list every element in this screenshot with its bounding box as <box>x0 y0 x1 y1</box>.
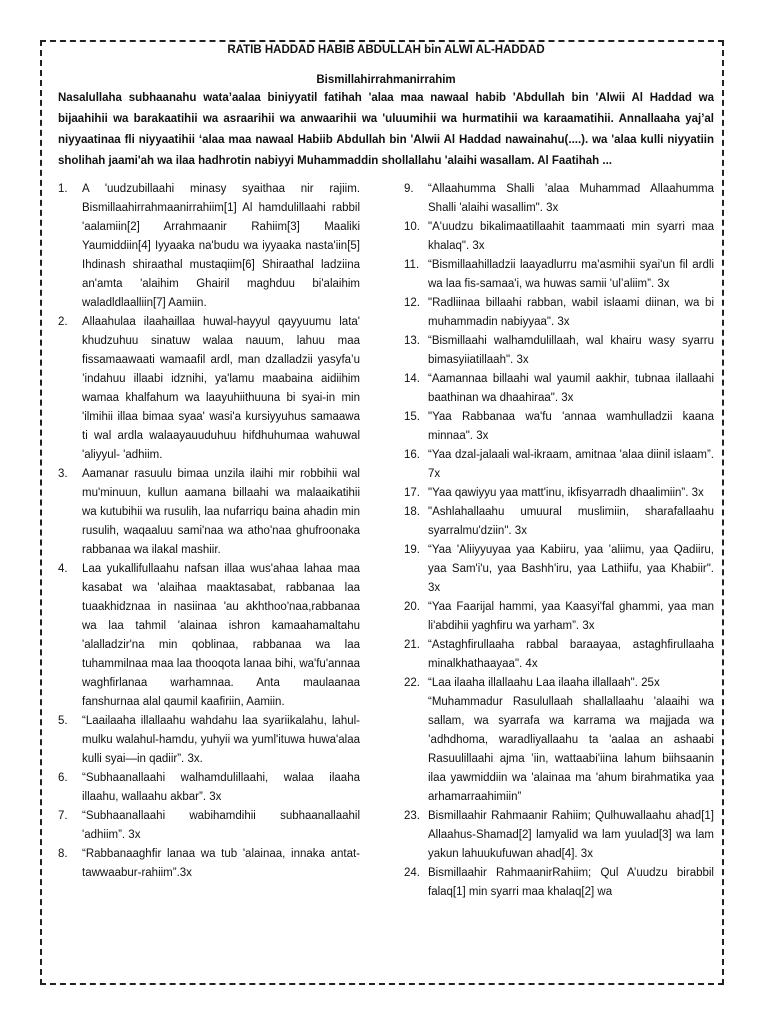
item-text: "Ashlahallaahu umuural muslimiin, sharafallaahu syarralmu'dziin". 3x <box>428 506 714 537</box>
item-text: Bismillaahir RahmaanirRahiim; Qul A’uudzu birabbil falaq[1] min syarri maa khalaq[2] wa <box>428 867 714 898</box>
list-item <box>404 484 714 503</box>
list-item <box>58 313 360 465</box>
item-text: "Yaa Rabbanaa wa'fu 'annaa wamhulladzii kaana minnaa". 3x <box>428 411 714 442</box>
item-number: 7. <box>58 810 68 822</box>
item-text: “Aamannaa billaahi wal yaumil aakhir, tubnaa ilallaahi baathinan wa dhaahiraa". 3x <box>428 373 714 404</box>
item-number: 6. <box>58 772 68 784</box>
item-number: 3. <box>58 468 68 480</box>
item-number: 9. <box>404 183 414 195</box>
list-item <box>58 560 360 712</box>
item-number: 23. <box>404 810 420 822</box>
item-text: “Subhaanallaahi walhamdulillaahi, walaa ilaaha illaahu, wallaahu akbar”. 3x <box>82 772 360 803</box>
item-text: “Bismillaahi walhamdulillaah, wal khairu wasy syarru bimasyiiatillaah". 3x <box>428 335 714 366</box>
item-number: 5. <box>58 715 68 727</box>
item-number: 8. <box>58 848 68 860</box>
item-number: 14. <box>404 373 420 385</box>
item-text: “Astaghfirullaaha rabbal baraayaa, astaghfirullaaha minalkhathaayaa". 4x <box>428 639 714 670</box>
item-text: "A'uudzu bikalimaatillaahit taammaati min syarri maa khalaq". 3x <box>428 221 714 252</box>
item-text: “Laailaaha illallaahu wahdahu laa syariikalahu, lahul-mulku walahul-hamdu, yuhyii wa yuml'ituwa huwa'alaa kulli syai—in qadiir”. 3x. <box>82 715 360 765</box>
list-item <box>58 769 360 807</box>
list-item <box>404 807 714 864</box>
list-item <box>404 541 714 598</box>
list-item <box>404 408 714 446</box>
right-column <box>404 180 714 902</box>
item-text: Laa yukallifullaahu nafsan illaa wus'ahaa lahaa maa kasabat wa 'alaihaa maaktasabat, rabbanaa laa tuaakhidznaa in nasiinaa 'au akhthoo'naa,rabbanaa wa laa tahmil 'alainaa ishron kamaahamaltahu 'alalladzir'na min qoblinaa, rabbanaa wa laa tuhammilnaa maa laa thooqota lanaa bihi, wa'fu'annaa waghfirlanaa warhamnaa. Anta maulaanaa fanshurnaa alal qaumil kaafiriin, Aamiin. <box>82 563 360 708</box>
list-item <box>404 864 714 902</box>
list-item <box>58 845 360 883</box>
item-number <box>404 693 428 807</box>
list-item <box>58 712 360 769</box>
intro-paragraph: Nasalullaha subhaanahu wata’aalaa biniyyatil fatihah 'alaa maa nawaal habib 'Abdullah bin 'Alwii Al Haddad wa bijaahihii wa barakaatihii wa asraarihii wa anwaarihii wa 'uluumihii wa hurmatihii wa karaamatihii. Annallaaha yaj’al niyyaatinaa fli niyyaatihii ‘alaa maa nawaal Habiib Abdullah bin 'Alwii Al Haddad nawainahu(....). wa 'alaa kulli niyyatiin sholihah jaami'ah wa ilaa hadhrotin nabiyyi Muhammaddin shollallahu 'alaihi wasallam. Al Faatihah ... <box>58 92 714 167</box>
left-item-list <box>58 180 360 883</box>
item-number: 4. <box>58 563 68 575</box>
list-item <box>404 180 714 218</box>
list-item <box>404 256 714 294</box>
item-text: "Yaa qawiyyu yaa matt'inu, ikfisyarradh dhaalimiin”. 3x <box>428 487 704 499</box>
item-number: 20. <box>404 601 420 613</box>
list-item <box>404 446 714 484</box>
item-text: “Yaa Faarijal hammi, yaa Kaasyi'fal ghammi, yaa man li'abdihii yaghfiru wa yarham”. 3x <box>428 601 714 632</box>
item-number: 10. <box>404 221 420 233</box>
item-text: Allaahulaa ilaahaillaa huwal-hayyul qayyuumu lata' khudzuhuu sinatuw walaa nauum, lahuu maa fissamaawaati wamaafil ardl, man dzalladzii yasyfa’u ’indahuu illaabi idznihi, ya'lamu maabaina aidiihim wamaa khalfahum wa laayuhiithuuna bi syai-in min 'ilmihii illaa bimaa syaa' wasi'a kursiyyuhus samaawa ti wal ardla walaayauuduhuu hifdhuhumaa wahuwal 'aliyyul- 'adhiim. <box>82 316 360 461</box>
item-number: 19. <box>404 544 420 556</box>
item-number: 24. <box>404 867 420 879</box>
document-body <box>58 44 714 902</box>
list-item <box>404 294 714 332</box>
list-item <box>404 693 714 807</box>
item-number: 15. <box>404 411 420 423</box>
list-item <box>404 503 714 541</box>
two-column-list <box>58 180 714 902</box>
item-number: 17. <box>404 487 420 499</box>
list-item <box>404 370 714 408</box>
right-item-list <box>404 180 714 902</box>
list-item <box>58 180 360 313</box>
item-number: 18. <box>404 506 420 518</box>
item-number: 22. <box>404 677 420 689</box>
item-text: “Yaa 'Aliiyyuyaa yaa Kabiiru, yaa ’aliimu, yaa Qadiiru, yaa Sam'i'u, yaa Bashh'iru, yaa Lathiifu, yaa Khabiir". 3x <box>428 544 714 594</box>
document-subtitle: Bismillahirrahmanirrahim <box>316 74 456 86</box>
list-item <box>404 218 714 256</box>
list-item <box>404 674 714 693</box>
item-text: “Rabbanaaghfir lanaa wa tub 'alainaa, innaka antat-tawwaabur-rahiim”.3x <box>82 848 360 879</box>
item-number: 12. <box>404 297 420 309</box>
item-text: “Subhaanallaahi wabihamdihii subhaanallaahil 'adhiim”. 3x <box>82 810 360 841</box>
item-number: 2. <box>58 316 68 328</box>
list-item <box>58 465 360 560</box>
item-text: “Laa ilaaha illallaahu Laa ilaaha illallaah". 25x <box>428 677 660 689</box>
item-number: 16. <box>404 449 420 461</box>
item-text: "Radliinaa billaahi rabban, wabil islaami diinan, wa bi muhammadin nabiyyaa". 3x <box>428 297 714 328</box>
item-text: “Bismillaahilladzii laayadlurru ma'asmihii syai'un fil ardli wa laa fis-samaa'i, wa huwas samii 'ul’aliim”. 3x <box>428 259 714 290</box>
list-item <box>58 807 360 845</box>
item-text: “Allaahumma Shalli ’alaa Muhammad Allaahumma Shalli 'alaihi wasallim". 3x <box>428 183 714 214</box>
item-number: 11. <box>404 259 420 271</box>
item-text: Bismillaahir Rahmaanir Rahiim; Qulhuwallaahu ahad[1] Allaahus-Shamad[2] lamyalid wa lam yuulad[3] wa lam yakun lahuukufuwan ahad[4]. 3x <box>428 810 714 860</box>
left-column <box>58 180 360 902</box>
item-text: Aamanar rasuulu bimaa unzila ilaihi mir robbihii wal mu'minuun, kullun aamana billaahi wa malaaikatihii wa kutubihii wa rusulih, laa nufarriqu baina ahadin min rusulih, waqaaluu sami'naa wa atho'naa ghufroonaka rabbanaa wa ilakal mashiir. <box>82 468 360 556</box>
list-item <box>404 598 714 636</box>
document-title: RATIB HADDAD HABIB ABDULLAH bin ALWI AL-HADDAD <box>227 44 545 56</box>
list-item <box>404 332 714 370</box>
item-number: 21. <box>404 639 420 651</box>
item-text: “Muhammadur Rasulullaah shallallaahu 'alaaihi wa sallam, wa syarrafa wa karrama wa majjada wa ’adhdhoma, waradliyallaahu ta 'aalaa an ashaabi Rasuulillaahi ajma ’iin, wattaabi'iina lahum biihsaanin ilaa yawmiddiin wa 'alainaa ma 'ahum birahmatika yaa arhamarraahimiin” <box>428 696 714 803</box>
item-text: A 'uudzubillaahi minasy syaithaa nir rajiim. Bismillaahirrahmaanirrahiim[1] Al hamdulillaahi rabbil 'aalamiin[2] Arrahmaanir Rahiim[3] Maaliki Yaumiddiin[4] Iyyaaka na'budu wa iyyaaka nasta'iin[5] Ihdinash shiraathal mustaqiim[6] Shiraathal ladziina an'amta 'alaihim Ghairil maghduu bi'alaihim waladldlaalliin[7] Aamiin. <box>82 183 360 309</box>
list-item <box>404 636 714 674</box>
item-text: “Yaa dzal-jalaali wal-ikraam, amitnaa 'alaa diinil islaam”. 7x <box>428 449 714 480</box>
item-number: 1. <box>58 183 68 195</box>
item-number: 13. <box>404 335 420 347</box>
